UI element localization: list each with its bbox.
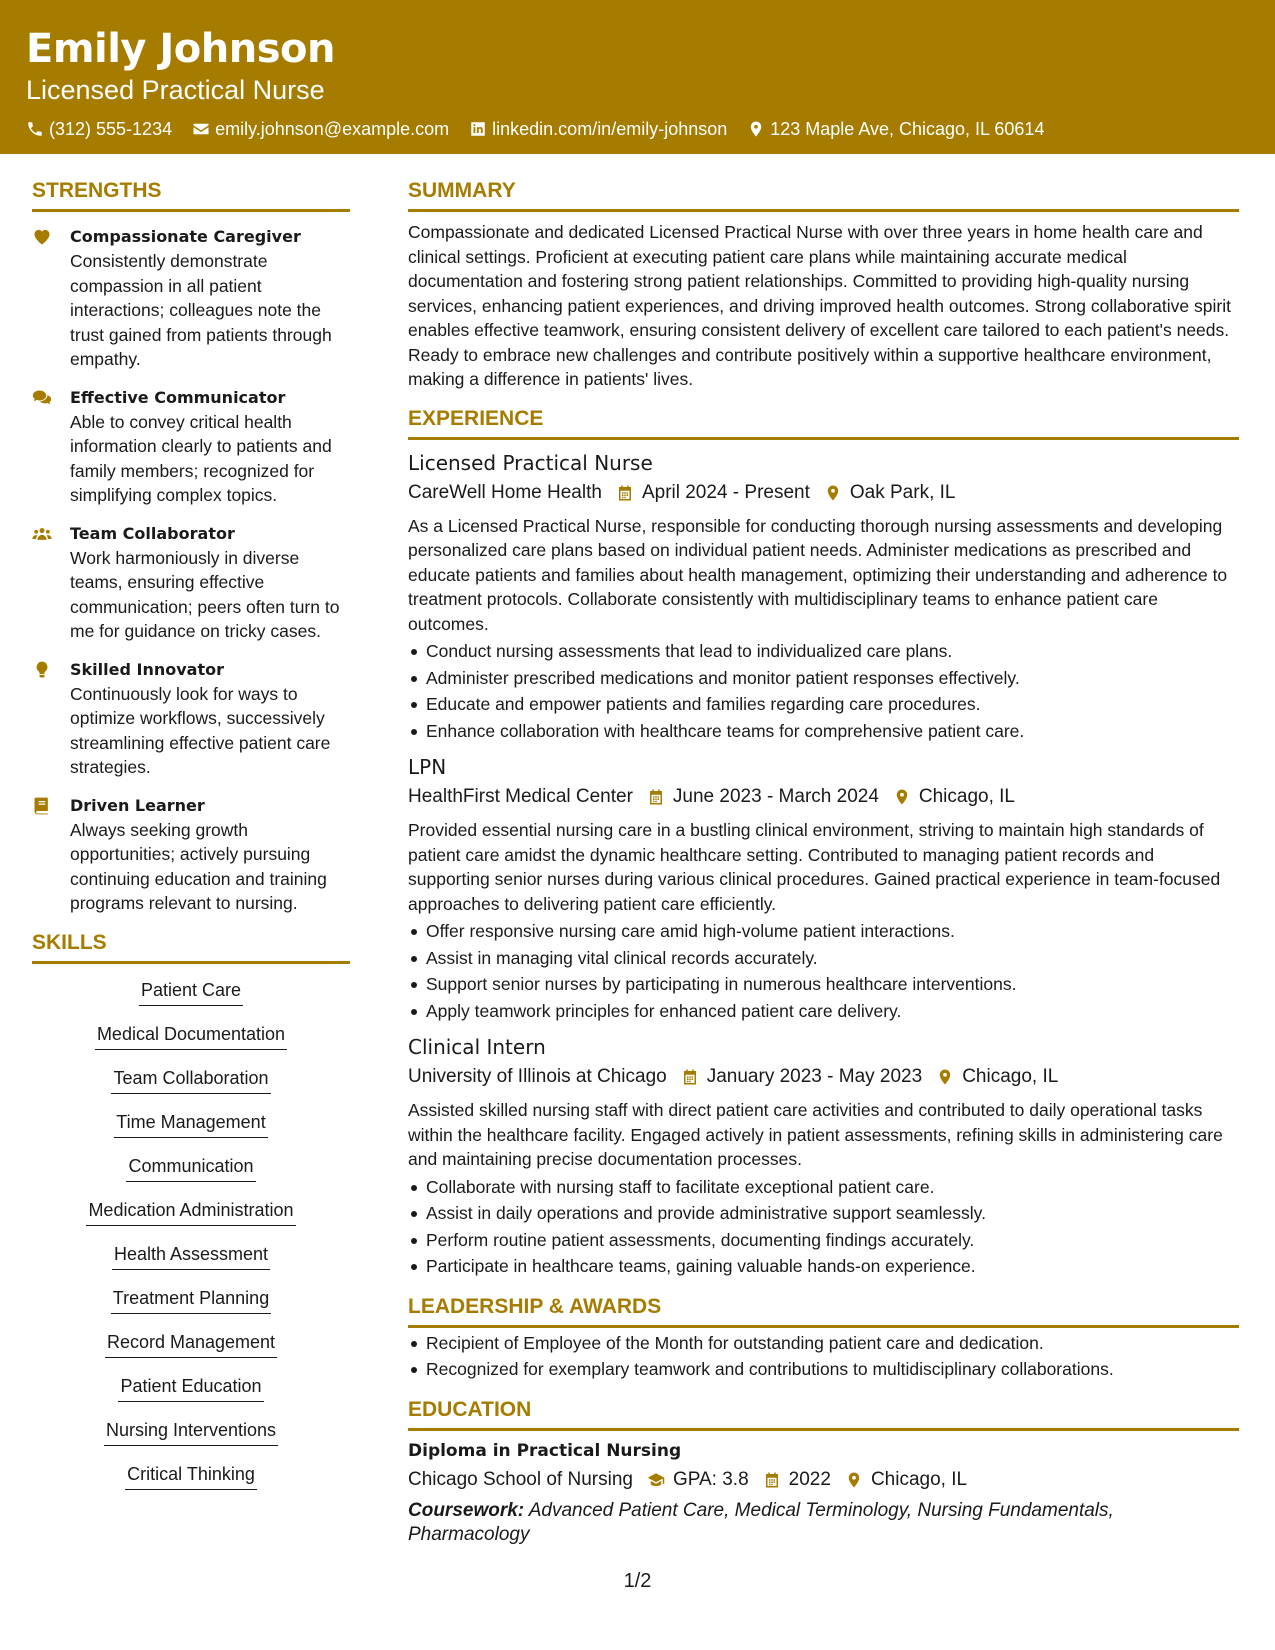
job-entry: [408, 1034, 1239, 1280]
list-item: Participate in healthcare teams, gaining valuable hands-on experience.: [408, 1253, 1239, 1280]
strength-title: Team Collaborator: [70, 523, 235, 543]
strength-item: [32, 522, 350, 644]
strength-title: Driven Learner: [70, 795, 205, 815]
location-pin-icon: [893, 788, 911, 806]
users-icon: [32, 524, 52, 544]
list-item: Educate and empower patients and families regarding care procedures.: [408, 691, 1239, 718]
contact-bar: [26, 118, 1249, 140]
job-bullets: [408, 1174, 1239, 1280]
list-item: Support senior nurses by participating in numerous healthcare interventions.: [408, 971, 1239, 998]
job-bullets: [408, 918, 1239, 1024]
list-item: Perform routine patient assessments, documenting findings accurately.: [408, 1227, 1239, 1254]
location-pin-icon: [747, 120, 765, 138]
edu-gpa: GPA: 3.8: [672, 1468, 749, 1490]
location-pin-icon: [845, 1471, 863, 1489]
contact-address: [747, 118, 1044, 140]
skill-item: Medical Documentation: [95, 1022, 287, 1050]
skill-item: Medication Administration: [86, 1198, 295, 1226]
skill-item: Patient Care: [139, 978, 243, 1006]
graduation-cap-icon: [647, 1471, 665, 1489]
book-icon: [32, 796, 52, 816]
job-description: As a Licensed Practical Nurse, responsible for conducting thorough nursing assessments and developing personalized care plans based on individual patient needs. Administer medications as prescribed and educate patients and families about health management, optimizing their understanding and adherence to treatment protocols. Collaborate consistently with multidisciplinary teams to enhance patient care outcomes.: [408, 515, 1228, 634]
summary-heading: SUMMARY: [408, 178, 1239, 212]
summary-section: [408, 178, 1239, 392]
location-pin-icon: [936, 1068, 954, 1086]
job-entry: [408, 754, 1239, 1024]
job-location: Chicago, IL: [918, 786, 1016, 807]
strength-item: [32, 225, 350, 372]
strength-title: Skilled Innovator: [70, 659, 224, 679]
strength-item: [32, 794, 350, 916]
job-entry: [408, 450, 1239, 745]
edu-meta: [408, 1467, 1239, 1493]
skill-item: Team Collaboration: [111, 1066, 270, 1094]
list-item: Apply teamwork principles for enhanced patient care delivery.: [408, 998, 1239, 1025]
skill-item: Time Management: [114, 1110, 267, 1138]
linkedin-text[interactable]: linkedin.com/in/emily-johnson: [492, 119, 728, 139]
calendar-icon: [616, 484, 634, 502]
envelope-icon: [192, 120, 210, 138]
list-item: Recognized for exemplary teamwork and contributions to multidisciplinary collaborations.: [408, 1356, 1239, 1383]
edu-location: Chicago, IL: [870, 1468, 968, 1490]
awards-section: [408, 1294, 1239, 1383]
skill-item: Patient Education: [118, 1374, 263, 1402]
education-heading: EDUCATION: [408, 1397, 1239, 1431]
job-meta: [408, 480, 1239, 506]
calendar-icon: [763, 1471, 781, 1489]
skill-item: Communication: [126, 1154, 255, 1182]
email-text[interactable]: emily.johnson@example.com: [215, 119, 450, 139]
candidate-name: Emily Johnson: [26, 26, 336, 72]
lightbulb-icon: [32, 660, 52, 680]
contact-email[interactable]: [192, 118, 449, 140]
strength-desc: Consistently demonstrate compassion in all patient interactions; colleagues note the trust gained from patients through empathy.: [70, 251, 332, 369]
location-pin-icon: [824, 484, 842, 502]
list-item: Conduct nursing assessments that lead to individualized care plans.: [408, 638, 1239, 665]
page-number-text: 1/2: [623, 1570, 652, 1592]
skill-item: Treatment Planning: [111, 1286, 271, 1314]
phone-text: (312) 555-1234: [49, 119, 173, 139]
contact-phone: [26, 118, 172, 140]
strengths-section: [32, 178, 350, 916]
calendar-icon: [647, 788, 665, 806]
phone-icon: [26, 120, 44, 138]
job-company: HealthFirst Medical Center: [408, 786, 633, 807]
contact-linkedin[interactable]: [469, 118, 727, 140]
list-item: Assist in daily operations and provide administrative support seamlessly.: [408, 1200, 1239, 1227]
strength-title: Compassionate Caregiver: [70, 227, 301, 246]
skill-item: Health Assessment: [112, 1242, 270, 1270]
comments-icon: [32, 388, 52, 408]
job-meta: [408, 784, 1239, 810]
strength-desc: Continuously look for ways to optimize workflows, successively streamlining effective patient care strategies.: [70, 683, 331, 777]
awards-list: [408, 1330, 1239, 1383]
awards-heading: LEADERSHIP & AWARDS: [408, 1294, 1239, 1328]
strengths-list: [32, 225, 350, 916]
skills-heading: SKILLS: [32, 930, 350, 964]
job-description: Assisted skilled nursing staff with direct patient care activities and contributed to daily operational tasks within the healthcare facility. Engaged actively in patient assessments, refining skills in administering care and maintaining precise documentation processes.: [408, 1100, 1223, 1169]
strength-item: [32, 658, 350, 780]
experience-section: [408, 406, 1239, 1280]
job-company: University of Illinois at Chicago: [408, 1066, 667, 1087]
job-location: Chicago, IL: [962, 1066, 1059, 1087]
list-item: Offer responsive nursing care amid high-volume patient interactions.: [408, 918, 1239, 945]
skills-section: [32, 930, 350, 1506]
summary-text: Compassionate and dedicated Licensed Practical Nurse with over three years in home health care and clinical settings. Proficient at executing patient care plans while maintaining accurate medical documentation and fostering strong patient relationships. Committed to providing high-quality nursing services, enhancing patient experiences, and driving improved health outcomes. Strong collaborative spirit enables effective teamwork, ensuring consistent delivery of excellent care tailored to each patient's needs. Ready to embrace new challenges and contribute positively within a supportive healthcare environment, making a difference in patients' lives.: [408, 222, 1231, 389]
strength-desc: Always seeking growth opportunities; actively pursuing continuing education and training programs relevant to nursing.: [70, 819, 327, 913]
list-item: Enhance collaboration with healthcare teams for comprehensive patient care.: [408, 718, 1239, 745]
job-dates: June 2023 - March 2024: [672, 786, 879, 807]
strengths-heading: STRENGTHS: [32, 178, 350, 212]
coursework-label: Coursework:: [408, 1499, 525, 1521]
experience-heading: EXPERIENCE: [408, 406, 1239, 440]
edu-degree: Diploma in Practical Nursing: [408, 1440, 682, 1461]
candidate-title: Licensed Practical Nurse: [26, 75, 325, 105]
skills-list: [32, 978, 350, 1506]
strength-item: [32, 386, 350, 508]
strength-desc: Able to convey critical health information clearly to patients and family members; recognized for simplifying complex topics.: [70, 411, 332, 505]
address-text: 123 Maple Ave, Chicago, IL 60614: [770, 119, 1045, 139]
job-dates: April 2024 - Present: [641, 481, 810, 503]
skill-item: Critical Thinking: [125, 1462, 257, 1490]
job-bullets: [408, 638, 1239, 744]
job-title: LPN: [408, 755, 447, 779]
job-meta: [408, 1064, 1239, 1090]
skill-item: Nursing Interventions: [104, 1418, 278, 1446]
page-number: [0, 1570, 1275, 1593]
left-column: [32, 178, 350, 1561]
job-location: Oak Park, IL: [849, 481, 956, 503]
job-dates: January 2023 - May 2023: [706, 1066, 923, 1087]
job-title: Licensed Practical Nurse: [408, 450, 653, 475]
coursework-text: Advanced Patient Care, Medical Terminology, Nursing Fundamentals, Pharmacology: [408, 1499, 1114, 1545]
right-column: [408, 178, 1239, 1561]
list-item: Recipient of Employee of the Month for outstanding patient care and dedication.: [408, 1330, 1239, 1357]
edu-year: 2022: [788, 1468, 831, 1490]
list-item: Assist in managing vital clinical records accurately.: [408, 945, 1239, 972]
linkedin-icon: [469, 120, 487, 138]
calendar-icon: [681, 1068, 699, 1086]
edu-school: Chicago School of Nursing: [408, 1468, 633, 1490]
resume-body: [0, 154, 1275, 1561]
strength-title: Effective Communicator: [70, 387, 286, 407]
strength-desc: Work harmoniously in diverse teams, ensuring effective communication; peers often turn to me for guidance on tricky cases.: [70, 547, 340, 641]
list-item: Collaborate with nursing staff to facilitate exceptional patient care.: [408, 1174, 1239, 1201]
resume-header: [0, 0, 1275, 154]
job-title: Clinical Intern: [408, 1035, 546, 1059]
job-company: CareWell Home Health: [408, 481, 602, 503]
edu-coursework: [408, 1499, 1239, 1547]
heart-icon: [32, 227, 52, 247]
job-description: Provided essential nursing care in a bustling clinical environment, striving to maintain high standards of patient care amidst the dynamic healthcare setting. Contributed to managing patient records and supporting senior nurses during various clinical procedures. Gained practical experience in team-focused approaches to delivering patient care efficiently.: [408, 820, 1221, 914]
education-section: [408, 1397, 1239, 1547]
list-item: Administer prescribed medications and monitor patient responses effectively.: [408, 665, 1239, 692]
skill-item: Record Management: [105, 1330, 277, 1358]
